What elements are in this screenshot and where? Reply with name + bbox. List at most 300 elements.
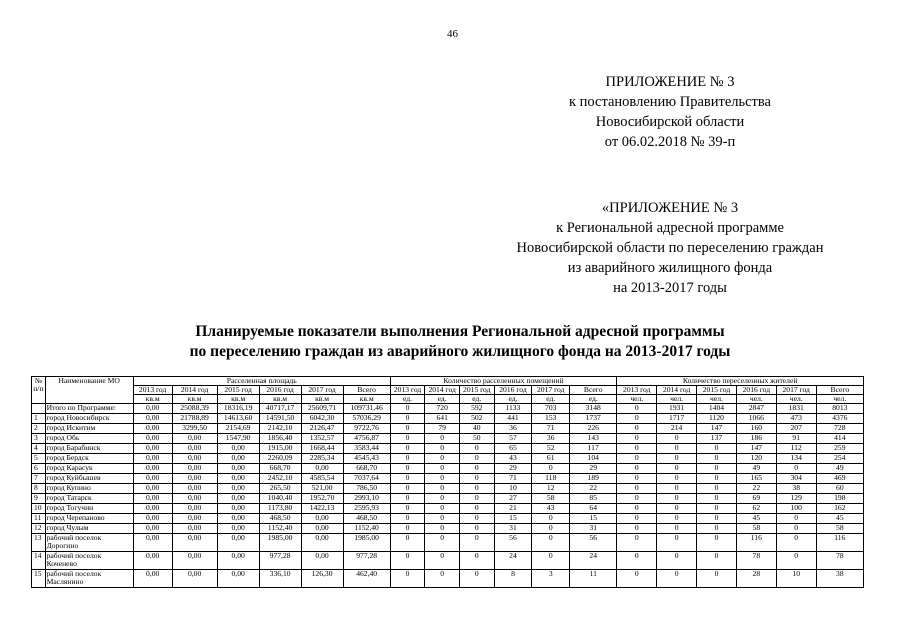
people-value-cell: 4376 xyxy=(816,414,863,424)
people-value-cell: 414 xyxy=(816,434,863,444)
area-value-cell: 0,00 xyxy=(301,552,343,570)
people-value-cell: 162 xyxy=(816,504,863,514)
people-value-cell: 100 xyxy=(776,504,816,514)
rooms-value-cell: 22 xyxy=(570,484,617,494)
rooms-value-cell: 0 xyxy=(390,414,425,424)
area-value-cell: 21788,89 xyxy=(172,414,217,424)
rooms-value-cell: 61 xyxy=(532,454,570,464)
rooms-value-cell: 0 xyxy=(459,570,494,588)
rooms-value-cell: 64 xyxy=(570,504,617,514)
program-appendix-line-4: из аварийного жилищного фонда xyxy=(567,260,773,276)
rooms-value-cell: 65 xyxy=(494,444,532,454)
rooms-value-cell: 0 xyxy=(425,454,460,464)
people-unit-header: чел. xyxy=(697,395,737,404)
rooms-value-cell: 0 xyxy=(425,434,460,444)
rooms-value-cell: 43 xyxy=(532,504,570,514)
rooms-value-cell: 0 xyxy=(390,570,425,588)
people-value-cell: 198 xyxy=(816,494,863,504)
area-value-cell: 0,00 xyxy=(133,494,172,504)
row-number: 2 xyxy=(32,424,46,434)
area-value-cell: 0,00 xyxy=(133,552,172,570)
rooms-value-cell: 0 xyxy=(459,454,494,464)
rooms-value-cell: 0 xyxy=(425,514,460,524)
appendix-line-4: от 06.02.2018 № 39-п xyxy=(604,134,736,150)
indicators-table xyxy=(31,376,864,588)
rooms-value-cell: 0 xyxy=(390,514,425,524)
rooms-value-cell: 0 xyxy=(459,444,494,454)
group-people-header: Количество переселенных жителей xyxy=(617,377,864,386)
people-value-cell: 62 xyxy=(736,504,776,514)
rooms-unit-header: ед. xyxy=(532,395,570,404)
people-value-cell: 0 xyxy=(697,524,737,534)
rooms-value-cell: 0 xyxy=(390,424,425,434)
area-value-cell: 0,00 xyxy=(301,514,343,524)
appendix-line-1: ПРИЛОЖЕНИЕ № 3 xyxy=(605,74,735,90)
people-value-cell: 0 xyxy=(697,464,737,474)
people-value-cell: 0 xyxy=(697,474,737,484)
people-value-cell: 147 xyxy=(697,424,737,434)
area-value-cell: 0,00 xyxy=(133,514,172,524)
table-row xyxy=(32,514,864,524)
area-value-cell: 0,00 xyxy=(133,570,172,588)
people-value-cell: 304 xyxy=(776,474,816,484)
area-value-cell: 2285,34 xyxy=(301,454,343,464)
area-year-header: 2017 год xyxy=(301,386,343,395)
people-value-cell: 0 xyxy=(697,534,737,552)
rooms-value-cell: 0 xyxy=(459,484,494,494)
people-value-cell: 0 xyxy=(776,534,816,552)
area-value-cell: 0,00 xyxy=(172,570,217,588)
area-value-cell: 0,00 xyxy=(172,434,217,444)
people-value-cell: 1120 xyxy=(697,414,737,424)
rooms-value-cell: 0 xyxy=(390,504,425,514)
rooms-value-cell: 1737 xyxy=(570,414,617,424)
row-number: 4 xyxy=(32,444,46,454)
table-body xyxy=(32,404,864,588)
rooms-value-cell: 0 xyxy=(390,454,425,464)
people-value-cell: 69 xyxy=(736,494,776,504)
rooms-value-cell: 0 xyxy=(425,504,460,514)
people-value-cell: 45 xyxy=(736,514,776,524)
people-value-cell: 0 xyxy=(697,570,737,588)
area-value-cell: 7037,64 xyxy=(343,474,390,484)
people-value-cell: 0 xyxy=(617,444,657,454)
rooms-value-cell: 720 xyxy=(425,404,460,414)
area-value-cell: 468,50 xyxy=(343,514,390,524)
rooms-value-cell: 27 xyxy=(494,494,532,504)
area-value-cell: 977,28 xyxy=(259,552,301,570)
area-value-cell: 0,00 xyxy=(133,454,172,464)
rooms-value-cell: 592 xyxy=(459,404,494,414)
area-value-cell: 40717,17 xyxy=(259,404,301,414)
area-value-cell: 0,00 xyxy=(172,514,217,524)
area-value-cell: 2126,47 xyxy=(301,424,343,434)
rooms-value-cell: 0 xyxy=(425,444,460,454)
rooms-value-cell: 36 xyxy=(532,434,570,444)
rooms-value-cell: 0 xyxy=(390,524,425,534)
municipality-name: город Искитим xyxy=(45,424,133,434)
area-value-cell: 0,00 xyxy=(133,524,172,534)
area-value-cell: 977,28 xyxy=(343,552,390,570)
rooms-value-cell: 0 xyxy=(459,524,494,534)
area-value-cell: 0,00 xyxy=(133,444,172,454)
municipality-name: город Новосибирск xyxy=(45,414,133,424)
area-value-cell: 3583,44 xyxy=(343,444,390,454)
area-value-cell: 1547,90 xyxy=(217,434,259,444)
rooms-value-cell: 0 xyxy=(425,570,460,588)
people-value-cell: 120 xyxy=(736,454,776,464)
people-value-cell: 58 xyxy=(816,524,863,534)
area-value-cell: 2993,10 xyxy=(343,494,390,504)
people-value-cell: 112 xyxy=(776,444,816,454)
area-value-cell: 14613,60 xyxy=(217,414,259,424)
rooms-value-cell: 0 xyxy=(532,514,570,524)
rooms-value-cell: 0 xyxy=(459,534,494,552)
people-value-cell: 186 xyxy=(736,434,776,444)
area-unit-header: кв.м xyxy=(301,395,343,404)
table-row xyxy=(32,404,864,414)
title-line-1: Планируемые показатели выполнения Региональной адресной программы xyxy=(195,323,725,340)
rooms-value-cell: 71 xyxy=(532,424,570,434)
people-value-cell: 0 xyxy=(776,552,816,570)
area-value-cell: 462,40 xyxy=(343,570,390,588)
area-value-cell: 668,70 xyxy=(343,464,390,474)
area-unit-header: кв.м xyxy=(133,395,172,404)
table-row xyxy=(32,570,864,588)
area-year-header: 2016 год xyxy=(259,386,301,395)
row-number: 9 xyxy=(32,494,46,504)
people-value-cell: 45 xyxy=(816,514,863,524)
rooms-value-cell: 15 xyxy=(570,514,617,524)
people-value-cell: 78 xyxy=(816,552,863,570)
rooms-value-cell: 0 xyxy=(459,464,494,474)
people-value-cell: 0 xyxy=(617,454,657,464)
people-value-cell: 0 xyxy=(657,494,697,504)
table-row xyxy=(32,504,864,514)
municipality-name: Итого по Программе: xyxy=(45,404,133,414)
rooms-year-header: 2015 год xyxy=(459,386,494,395)
area-value-cell: 126,30 xyxy=(301,570,343,588)
area-value-cell: 1668,44 xyxy=(301,444,343,454)
area-value-cell: 1040,40 xyxy=(259,494,301,504)
area-value-cell: 1952,70 xyxy=(301,494,343,504)
area-value-cell: 25609,71 xyxy=(301,404,343,414)
area-unit-header: кв.м xyxy=(259,395,301,404)
people-value-cell: 207 xyxy=(776,424,816,434)
program-appendix-line-5: на 2013-2017 годы xyxy=(613,280,727,296)
area-value-cell: 1152,40 xyxy=(259,524,301,534)
table-row xyxy=(32,552,864,570)
area-year-header: 2015 год xyxy=(217,386,259,395)
table-row xyxy=(32,524,864,534)
people-value-cell: 0 xyxy=(697,444,737,454)
area-value-cell: 0,00 xyxy=(217,504,259,514)
rooms-value-cell: 50 xyxy=(459,434,494,444)
rooms-value-cell: 3148 xyxy=(570,404,617,414)
rooms-value-cell: 0 xyxy=(532,534,570,552)
people-value-cell: 28 xyxy=(736,570,776,588)
people-year-header: 2017 год xyxy=(776,386,816,395)
rooms-value-cell: 0 xyxy=(425,552,460,570)
rooms-value-cell: 0 xyxy=(390,444,425,454)
rooms-value-cell: 0 xyxy=(425,464,460,474)
people-value-cell: 147 xyxy=(736,444,776,454)
area-value-cell: 4545,43 xyxy=(343,454,390,464)
people-value-cell: 165 xyxy=(736,474,776,484)
municipality-name: город Чулым xyxy=(45,524,133,534)
row-number: 13 xyxy=(32,534,46,552)
people-value-cell: 0 xyxy=(697,504,737,514)
area-value-cell: 0,00 xyxy=(301,464,343,474)
rooms-value-cell: 29 xyxy=(494,464,532,474)
people-value-cell: 728 xyxy=(816,424,863,434)
area-value-cell: 0,00 xyxy=(217,454,259,464)
area-year-header: 2013 год xyxy=(133,386,172,395)
area-value-cell: 0,00 xyxy=(301,524,343,534)
program-appendix-line-2: к Региональной адресной программе xyxy=(556,220,784,236)
row-number: 1 xyxy=(32,414,46,424)
people-value-cell: 0 xyxy=(697,552,737,570)
people-value-cell: 0 xyxy=(617,514,657,524)
program-appendix-line-1: «ПРИЛОЖЕНИЕ № 3 xyxy=(601,200,739,216)
people-value-cell: 254 xyxy=(816,454,863,464)
people-value-cell: 49 xyxy=(736,464,776,474)
people-value-cell: 129 xyxy=(776,494,816,504)
area-value-cell: 0,00 xyxy=(172,484,217,494)
people-unit-header: чел. xyxy=(816,395,863,404)
program-appendix-header xyxy=(470,198,870,298)
rooms-value-cell: 0 xyxy=(425,494,460,504)
rooms-value-cell: 79 xyxy=(425,424,460,434)
rooms-value-cell: 36 xyxy=(494,424,532,434)
rooms-value-cell: 641 xyxy=(425,414,460,424)
rooms-value-cell: 118 xyxy=(532,474,570,484)
area-year-header: 2014 год xyxy=(172,386,217,395)
area-value-cell: 0,00 xyxy=(301,534,343,552)
area-value-cell: 0,00 xyxy=(172,504,217,514)
people-unit-header: чел. xyxy=(617,395,657,404)
area-value-cell: 0,00 xyxy=(172,524,217,534)
rooms-unit-header: ед. xyxy=(390,395,425,404)
people-value-cell: 0 xyxy=(617,414,657,424)
rooms-value-cell: 56 xyxy=(494,534,532,552)
people-unit-header: чел. xyxy=(657,395,697,404)
rooms-unit-header: ед. xyxy=(425,395,460,404)
area-value-cell: 14591,50 xyxy=(259,414,301,424)
area-unit-header: кв.м xyxy=(217,395,259,404)
municipality-name: город Татарск xyxy=(45,494,133,504)
people-value-cell: 10 xyxy=(776,570,816,588)
rooms-value-cell: 189 xyxy=(570,474,617,484)
people-year-header: 2014 год xyxy=(657,386,697,395)
area-value-cell: 0,00 xyxy=(217,514,259,524)
area-value-cell: 0,00 xyxy=(217,524,259,534)
people-year-header: 2013 год xyxy=(617,386,657,395)
people-value-cell: 0 xyxy=(697,514,737,524)
rooms-value-cell: 0 xyxy=(390,494,425,504)
people-value-cell: 0 xyxy=(657,504,697,514)
people-value-cell: 0 xyxy=(657,534,697,552)
row-number: 15 xyxy=(32,570,46,588)
area-unit-header: кв.м xyxy=(343,395,390,404)
rooms-value-cell: 0 xyxy=(532,524,570,534)
rooms-year-header: 2014 год xyxy=(425,386,460,395)
people-year-header: Всего xyxy=(816,386,863,395)
rooms-value-cell: 11 xyxy=(570,570,617,588)
people-value-cell: 0 xyxy=(697,484,737,494)
group-area-header: Расселенная площадь xyxy=(133,377,390,386)
area-value-cell: 1422,13 xyxy=(301,504,343,514)
area-value-cell: 9722,76 xyxy=(343,424,390,434)
area-value-cell: 0,00 xyxy=(172,534,217,552)
group-rooms-header: Количество расселенных помещений xyxy=(390,377,617,386)
people-value-cell: 160 xyxy=(736,424,776,434)
area-value-cell: 25088,39 xyxy=(172,404,217,414)
people-value-cell: 0 xyxy=(776,524,816,534)
row-number: 3 xyxy=(32,434,46,444)
people-value-cell: 38 xyxy=(816,570,863,588)
people-value-cell: 0 xyxy=(657,444,697,454)
rooms-value-cell: 0 xyxy=(390,464,425,474)
document-title xyxy=(100,322,820,362)
rooms-value-cell: 0 xyxy=(532,552,570,570)
municipality-name: город Черепаново xyxy=(45,514,133,524)
area-value-cell: 0,00 xyxy=(133,424,172,434)
row-number: 14 xyxy=(32,552,46,570)
rooms-value-cell: 0 xyxy=(425,524,460,534)
people-value-cell: 22 xyxy=(736,484,776,494)
people-value-cell: 0 xyxy=(617,404,657,414)
people-value-cell: 1717 xyxy=(657,414,697,424)
people-value-cell: 49 xyxy=(816,464,863,474)
rooms-value-cell: 0 xyxy=(459,504,494,514)
area-value-cell: 0,00 xyxy=(133,464,172,474)
people-unit-header: чел. xyxy=(736,395,776,404)
rooms-value-cell: 153 xyxy=(532,414,570,424)
area-unit-header: кв.м xyxy=(172,395,217,404)
people-value-cell: 1931 xyxy=(657,404,697,414)
rooms-value-cell: 0 xyxy=(459,494,494,504)
area-value-cell: 1985,00 xyxy=(343,534,390,552)
table-row xyxy=(32,464,864,474)
municipality-name: рабочий поселок Маслянино xyxy=(45,570,133,588)
rooms-value-cell: 58 xyxy=(532,494,570,504)
people-value-cell: 0 xyxy=(657,552,697,570)
people-value-cell: 0 xyxy=(617,484,657,494)
area-value-cell: 0,00 xyxy=(133,484,172,494)
rooms-value-cell: 0 xyxy=(390,474,425,484)
people-value-cell: 0 xyxy=(657,570,697,588)
people-value-cell: 0 xyxy=(657,454,697,464)
rooms-value-cell: 8 xyxy=(494,570,532,588)
units-header-row xyxy=(32,395,864,404)
area-value-cell: 2260,09 xyxy=(259,454,301,464)
rooms-value-cell: 0 xyxy=(532,464,570,474)
people-value-cell: 0 xyxy=(617,570,657,588)
area-value-cell: 1915,00 xyxy=(259,444,301,454)
rooms-value-cell: 0 xyxy=(390,534,425,552)
municipality-name: рабочий поселок Дорогино xyxy=(45,534,133,552)
municipality-name: город Купино xyxy=(45,484,133,494)
area-value-cell: 0,00 xyxy=(133,434,172,444)
rooms-value-cell: 52 xyxy=(532,444,570,454)
table-row xyxy=(32,444,864,454)
area-value-cell: 786,50 xyxy=(343,484,390,494)
row-number: 10 xyxy=(32,504,46,514)
rooms-value-cell: 104 xyxy=(570,454,617,464)
people-value-cell: 1066 xyxy=(736,414,776,424)
people-value-cell: 137 xyxy=(697,434,737,444)
people-unit-header: чел. xyxy=(776,395,816,404)
area-value-cell: 1985,00 xyxy=(259,534,301,552)
rooms-unit-header: ед. xyxy=(494,395,532,404)
people-value-cell: 0 xyxy=(617,552,657,570)
table-row xyxy=(32,484,864,494)
area-value-cell: 0,00 xyxy=(217,484,259,494)
rooms-value-cell: 0 xyxy=(459,552,494,570)
table-row xyxy=(32,454,864,464)
row-number: 11 xyxy=(32,514,46,524)
municipality-name: город Карасук xyxy=(45,464,133,474)
people-value-cell: 0 xyxy=(617,474,657,484)
rooms-value-cell: 441 xyxy=(494,414,532,424)
area-value-cell: 2154,69 xyxy=(217,424,259,434)
rooms-value-cell: 0 xyxy=(390,404,425,414)
rooms-value-cell: 0 xyxy=(425,484,460,494)
people-value-cell: 0 xyxy=(697,454,737,464)
rooms-value-cell: 0 xyxy=(459,474,494,484)
people-year-header: 2015 год xyxy=(697,386,737,395)
rooms-value-cell: 43 xyxy=(494,454,532,464)
people-value-cell: 0 xyxy=(657,524,697,534)
program-appendix-line-3: Новосибирской области по переселению граждан xyxy=(516,240,824,256)
area-value-cell: 0,00 xyxy=(133,404,172,414)
table-row xyxy=(32,474,864,484)
row-number: 8 xyxy=(32,484,46,494)
col-number-header: № п/п xyxy=(32,377,46,404)
people-value-cell: 0 xyxy=(697,494,737,504)
rooms-value-cell: 29 xyxy=(570,464,617,474)
area-value-cell: 1173,80 xyxy=(259,504,301,514)
area-value-cell: 0,00 xyxy=(217,444,259,454)
rooms-value-cell: 31 xyxy=(570,524,617,534)
rooms-value-cell: 85 xyxy=(570,494,617,504)
rooms-value-cell: 56 xyxy=(570,534,617,552)
rooms-value-cell: 0 xyxy=(390,434,425,444)
row-number: 6 xyxy=(32,464,46,474)
people-value-cell: 0 xyxy=(657,434,697,444)
area-value-cell: 0,00 xyxy=(172,464,217,474)
table-row xyxy=(32,424,864,434)
area-value-cell: 0,00 xyxy=(172,552,217,570)
people-value-cell: 116 xyxy=(736,534,776,552)
area-value-cell: 521,00 xyxy=(301,484,343,494)
table-row xyxy=(32,434,864,444)
people-value-cell: 0 xyxy=(617,534,657,552)
rooms-value-cell: 0 xyxy=(459,514,494,524)
people-value-cell: 8013 xyxy=(816,404,863,414)
municipality-name: город Барабинск xyxy=(45,444,133,454)
area-value-cell: 668,70 xyxy=(259,464,301,474)
area-value-cell: 0,00 xyxy=(133,474,172,484)
rooms-value-cell: 12 xyxy=(532,484,570,494)
rooms-year-header: 2013 год xyxy=(390,386,425,395)
people-value-cell: 2847 xyxy=(736,404,776,414)
table-row xyxy=(32,414,864,424)
people-value-cell: 0 xyxy=(776,514,816,524)
area-value-cell: 2452,10 xyxy=(259,474,301,484)
rooms-value-cell: 1133 xyxy=(494,404,532,414)
